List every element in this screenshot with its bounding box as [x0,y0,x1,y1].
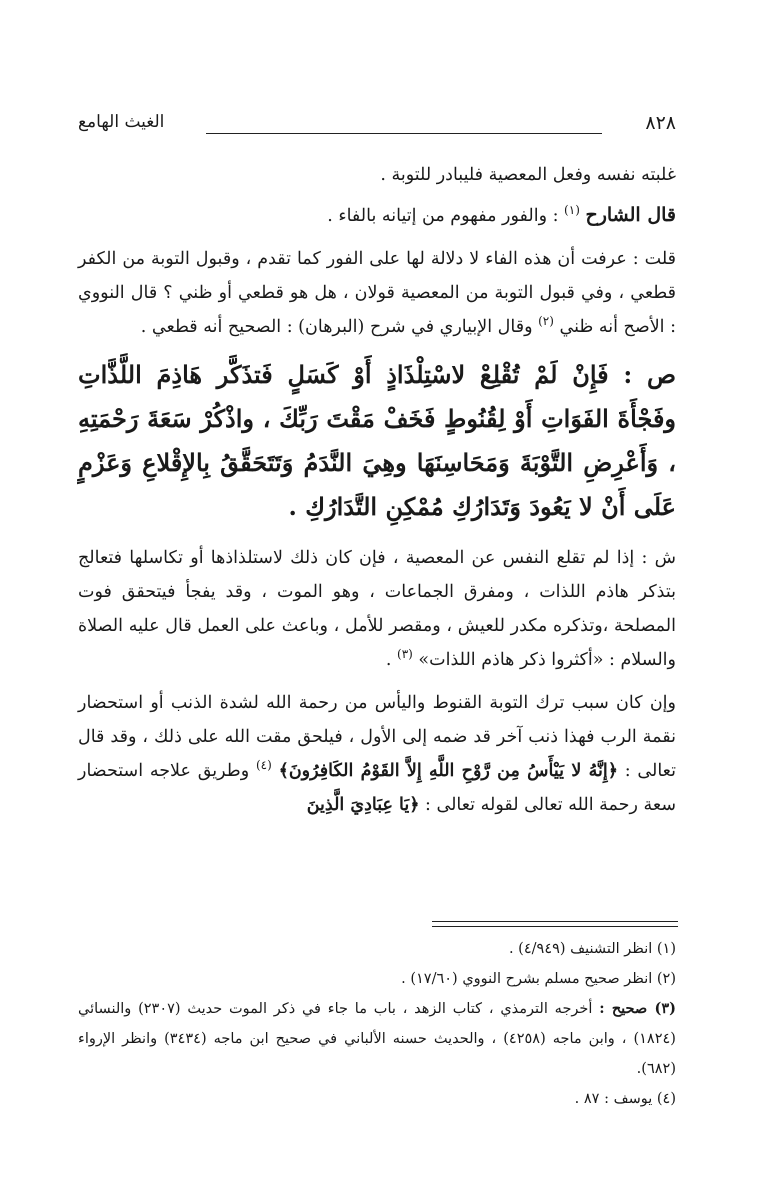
commentator-label: قال الشارح [585,204,676,226]
footnotes [78,934,676,1114]
paragraph-1: غلبته نفسه وفعل المعصية فليبادر للتوبة . [380,165,676,185]
paragraph-5-text-b: وطريق علاجه استحضار سعة رحمة الله تعالى لقوله تعالى : [78,761,676,815]
paragraph-2 [78,198,676,233]
footnote-divider [432,921,678,927]
footnote-3-text: أخرجه الترمذي ، كتاب الزهد ، باب ما جاء في ذكر الموت حديث (٢٣٠٧) والنسائي (١٨٢٤) ، وابن ماجه (٤٢٥٨) ، والحديث حسنه الألباني في صحيح ابن ماجه (٣٤٣٤) وانظر الإرواء (٦٨٢). [78,1001,676,1077]
paragraph-4-text-b: . [385,650,398,670]
footnote-ref-1[interactable]: (١) [564,203,580,218]
page-number: ٨٢٨ [645,112,676,134]
footnote-ref-3[interactable]: (٣) [397,647,413,662]
paragraph-5 [78,686,676,822]
paragraph-3-text-b: وقال الإبياري في شرح (البرهان) : الصحيح أنه قطعي . [140,317,539,337]
paragraph-4-text-a: ش : إذا لم تقلع النفس عن المعصية ، فإن كان ذلك لاستلذاذها أو تكاسلها فتعالج بتذكر هاذم اللذات ، ومفرق الجماعات ، وهو الموت ، وقد يفجأ فيتحقق فوت المصلحة ،وتذكره مكدر للعيش ، ومقصر للأمل ، وباعث على العمل قال عليه الصلاة والسلام : «أكثروا ذكر هاذم اللذات» [78,548,676,670]
footnote-ref-2[interactable]: (٢) [538,314,554,329]
footnote-3 [78,994,676,1084]
footnote-1: (١) انظر التشنيف (٤/٩٤٩) . [508,941,676,957]
quran-verse-1: ﴿إِنَّهُ لا يَيْأَسُ مِن رَّوْحِ اللَّهِ إِلاَّ القَوْمُ الكَافِرُونَ﴾ [278,761,618,781]
running-title: الغيث الهامع [78,112,165,132]
quran-verse-2: ﴿يَا عِبَادِيَ الَّذِينَ [306,795,420,815]
paragraph-2-text: : والفور مفهوم من إتيانه بالفاء . [327,206,565,226]
header-rule [206,133,602,134]
matn-text: ص : فَإِنْ لَمْ تُقْلِعْ لاسْتِلْذَاذٍ أَوْ كَسَلٍ فَتذَكَّر هَاذِمَ اللَّذَّاتِ وفَجْأَةَ الفَوَاتِ أَوْ لِقُنُوطٍ فَخَفْ مَقْتَ رَبِّكَ ، واذْكُرْ سَعَةَ رَحْمَتِهِ ، وَأَعْرِضِ التَّوْبَةَ وَمَحَاسِنَهَا وهِيَ النَّدَمُ وَتَتَحَقَّقُ بِالإِقْلاعِ وَعَزْمٍ عَلَى أَنْ لا يَعُودَ وَتَدَارُكِ مُمْكِنِ التَّدَارُكِ . [78,360,677,521]
main-text [78,158,676,831]
footnote-3-grade: (٣) صحيح : [599,1000,676,1017]
page-header [78,112,676,152]
paragraph-5-text-a: وإن كان سبب ترك التوبة القنوط واليأس من رحمة الله لشدة الذنب أو استحضار نقمة الرب فهذا ذنب آخر قد ضمه إلى الأول ، فيلحق مقت الله على ذلك ، وقد قال تعالى : [78,693,676,781]
footnote-ref-4[interactable]: (٤) [255,758,272,773]
paragraph-3-text-a: قلت : عرفت أن هذه الفاء لا دلالة لها على الفور كما تقدم ، وقبول التوبة من الكفر قطعي ، وفي قبول التوبة من المعصية قولان ، هل هو قطعي أو ظني ؟ قال النووي : الأصح أنه ظني [78,249,676,337]
paragraph-3 [78,242,676,344]
paragraph-4 [78,541,676,677]
footnote-2: (٢) انظر صحيح مسلم بشرح النووي (١٧/٦٠) . [401,971,676,987]
footnote-4: (٤) يوسف : ٨٧ . [574,1091,676,1107]
